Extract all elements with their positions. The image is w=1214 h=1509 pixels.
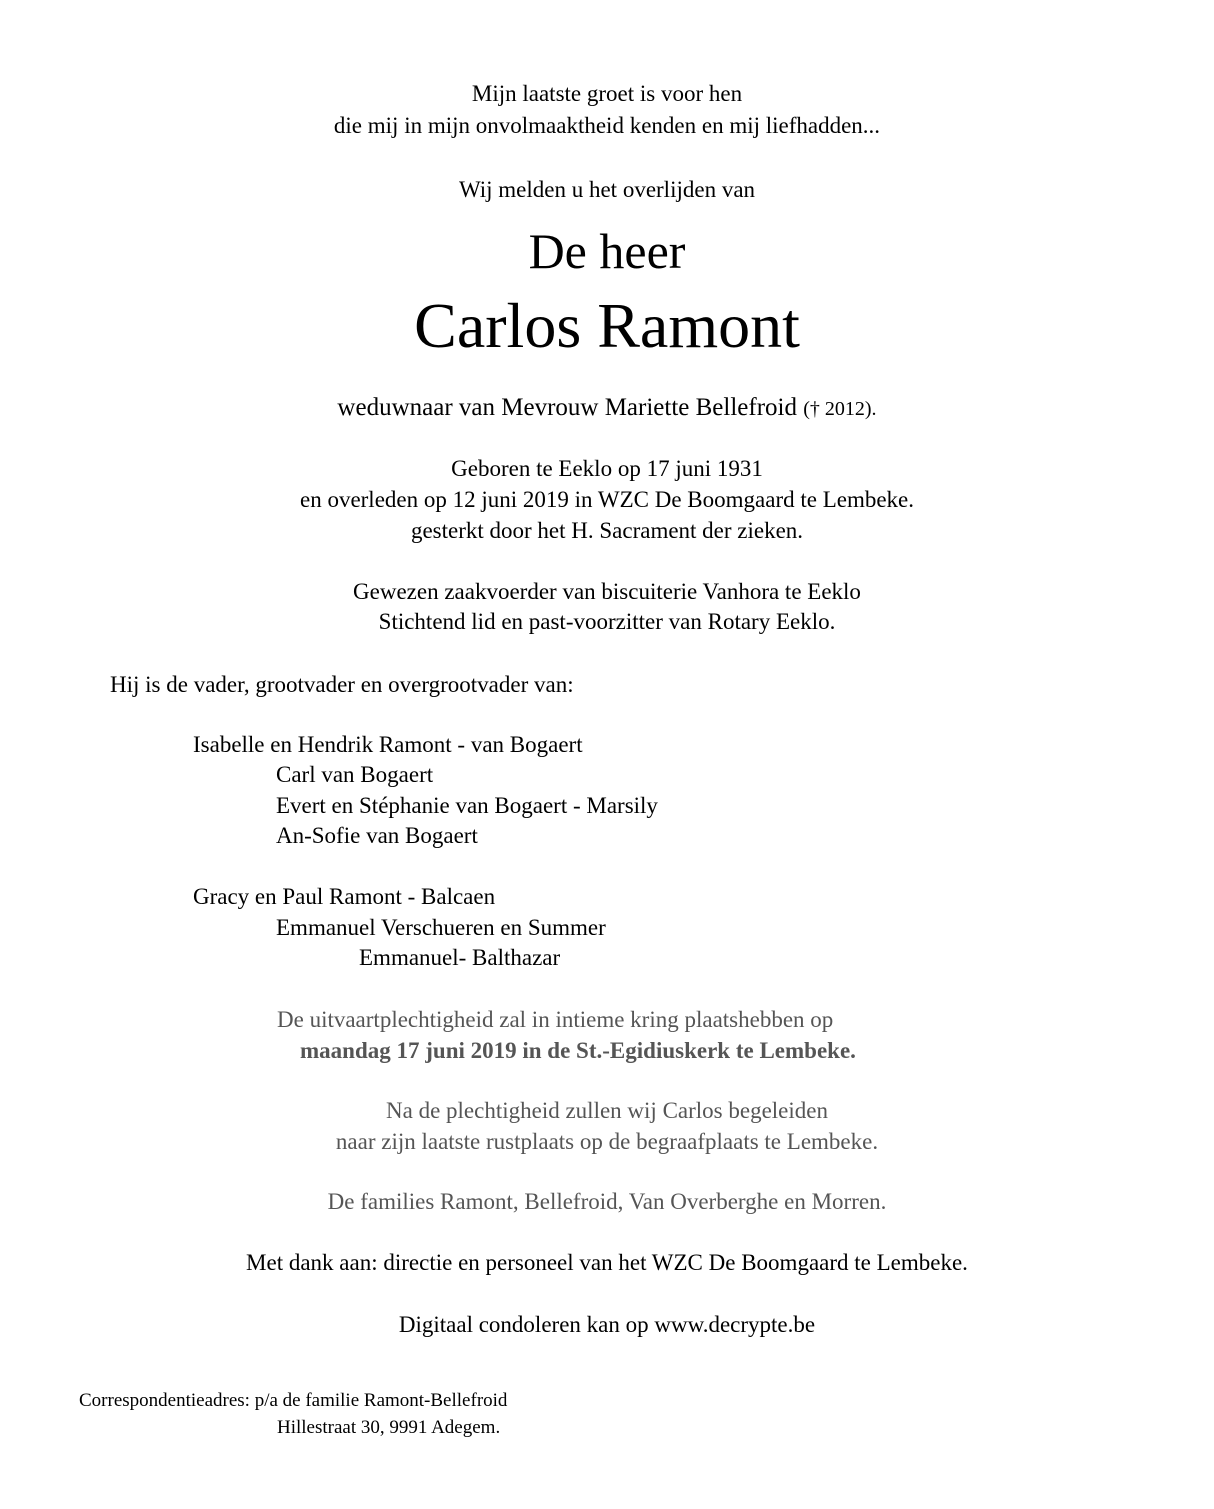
- thanks-line: Met dank aan: directie en personeel van het WZC De Boomgaard te Lembeke.: [246, 1250, 968, 1275]
- intro-line-2: die mij in mijn onvolmaaktheid kenden en mij liefhadden...: [333, 113, 881, 138]
- family-intro: Hij is de vader, grootvader en overgrootvader van:: [110, 672, 574, 697]
- funeral-line-1: De uitvaartplechtigheid zal in intieme kring plaatshebben op: [277, 1007, 834, 1032]
- intro-line-1: Mijn laatste groet is voor hen: [471, 81, 743, 106]
- families-signature: De families Ramont, Bellefroid, Van Overberghe en Morren.: [327, 1189, 887, 1214]
- burial-line-1: Na de plechtigheid zullen wij Carlos begeleiden: [386, 1098, 828, 1123]
- career-line-1: Gewezen zaakvoerder van biscuiterie Vanhora te Eeklo: [353, 579, 861, 604]
- announcement: Wij melden u het overlijden van: [458, 177, 756, 202]
- died-line: en overleden op 12 juni 2019 in WZC De Boomgaard te Lembeke.: [299, 487, 915, 512]
- family-member: Emmanuel Verschueren en Summer: [276, 915, 606, 940]
- family-group-2-head: Gracy en Paul Ramont - Balcaen: [193, 884, 496, 909]
- widower-line: [0, 395, 1214, 420]
- family-member: Emmanuel- Balthazar: [359, 945, 561, 970]
- family-member: Carl van Bogaert: [276, 762, 434, 787]
- widower-text: weduwnaar van Mevrouw Mariette Bellefroid: [337, 394, 797, 421]
- widower-death-note: († 2012).: [803, 398, 877, 420]
- condolences-line: Digitaal condoleren kan op www.decrypte.be: [398, 1312, 816, 1337]
- funeral-line-2: maandag 17 juni 2019 in de St.-Egidiuskerk te Lembeke.: [300, 1038, 856, 1063]
- family-member: An-Sofie van Bogaert: [276, 823, 478, 848]
- family-member: Evert en Stéphanie van Bogaert - Marsily: [276, 793, 658, 818]
- sacrament-line: gesterkt door het H. Sacrament der zieken.: [410, 518, 804, 543]
- deceased-name: Carlos Ramont: [414, 290, 800, 361]
- family-group-1-head: Isabelle en Hendrik Ramont - van Bogaert: [193, 732, 583, 757]
- burial-line-2: naar zijn laatste rustplaats op de begraafplaats te Lembeke.: [335, 1129, 879, 1154]
- salutation-title: De heer: [528, 223, 686, 279]
- born-line: Geboren te Eeklo op 17 juni 1931: [451, 456, 763, 481]
- career-line-2: Stichtend lid en past-voorzitter van Rotary Eeklo.: [378, 609, 836, 634]
- correspondence-line-1: Correspondentieadres: p/a de familie Ramont-Bellefroid: [79, 1390, 508, 1411]
- correspondence-line-2: Hillestraat 30, 9991 Adegem.: [277, 1417, 501, 1438]
